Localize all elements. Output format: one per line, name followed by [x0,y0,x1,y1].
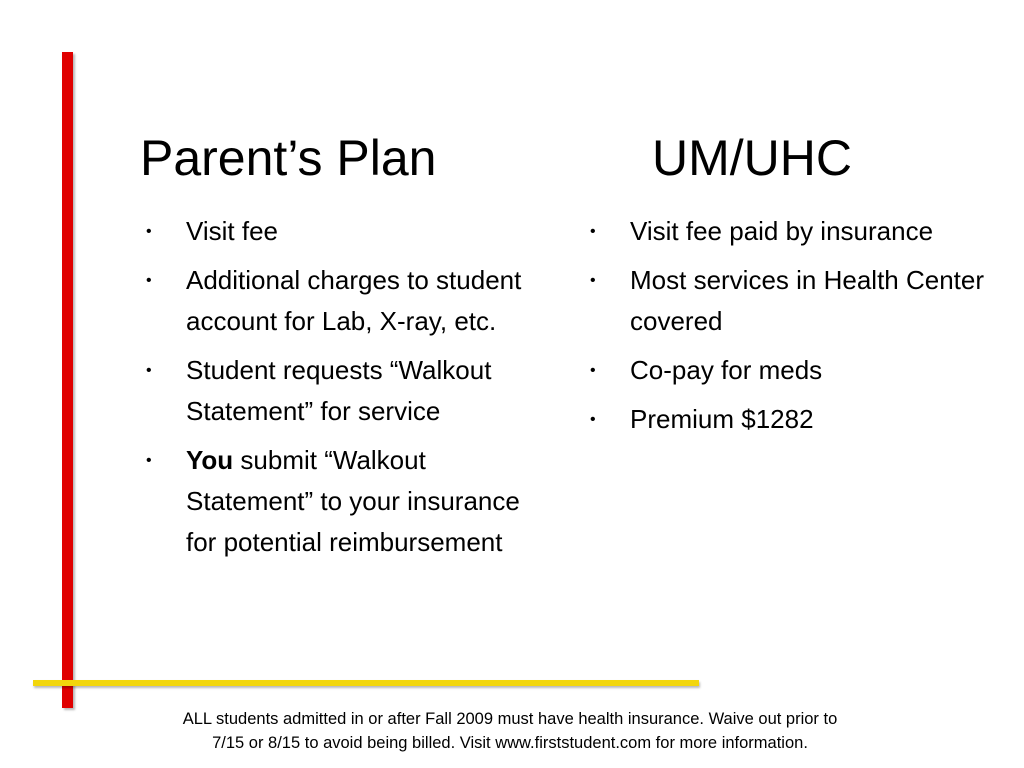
bullet-text: Premium $1282 [630,404,814,434]
right-bullet-list [590,211,1015,448]
horizontal-accent-bar [33,680,699,686]
left-column-title: Parent’s Plan [140,130,437,186]
bullet-item [146,211,541,252]
bullet-item [590,211,1015,252]
bullet-icon: • [146,272,152,289]
footer-line-1: ALL students admitted in or after Fall 2009 must have health insurance. Waive out prior to [182,710,838,728]
bullet-text: Additional charges to student account for Lab, X-ray, etc. [186,265,522,336]
bullet-icon: • [146,362,152,379]
bullet-icon: • [590,411,596,428]
bullet-icon: • [590,223,596,240]
right-column-title: UM/UHC [652,130,852,186]
bullet-text: Most services in Health Center covered [630,265,985,336]
bullet-text: Student requests “Walkout Statement” for service [186,355,492,426]
bullet-item [590,350,1015,391]
left-bullet-list [146,211,541,571]
bullet-icon: • [590,272,596,289]
bullet-icon: • [146,223,152,240]
bullet-item [590,260,1015,342]
bullet-item [590,399,1015,440]
bullet-text: Co-pay for meds [630,355,823,385]
bullet-item [146,260,541,342]
bullet-icon: • [146,452,152,469]
footer-line-2: 7/15 or 8/15 to avoid being billed. Visit www.firststudent.com for more information. [212,734,808,752]
bullet-icon: • [590,362,596,379]
vertical-accent-bar [62,52,73,708]
bullet-text: Visit fee paid by insurance [630,216,934,246]
bullet-emphasis: You [186,445,234,475]
bullet-text: Visit fee [186,216,279,246]
bullet-text: submit “Walkout Statement” to your insurance for potential reimbursement [186,445,520,557]
bullet-item [146,440,541,563]
footer-note [100,707,920,755]
bullet-text-mixed [186,440,541,563]
bullet-item [146,350,541,432]
